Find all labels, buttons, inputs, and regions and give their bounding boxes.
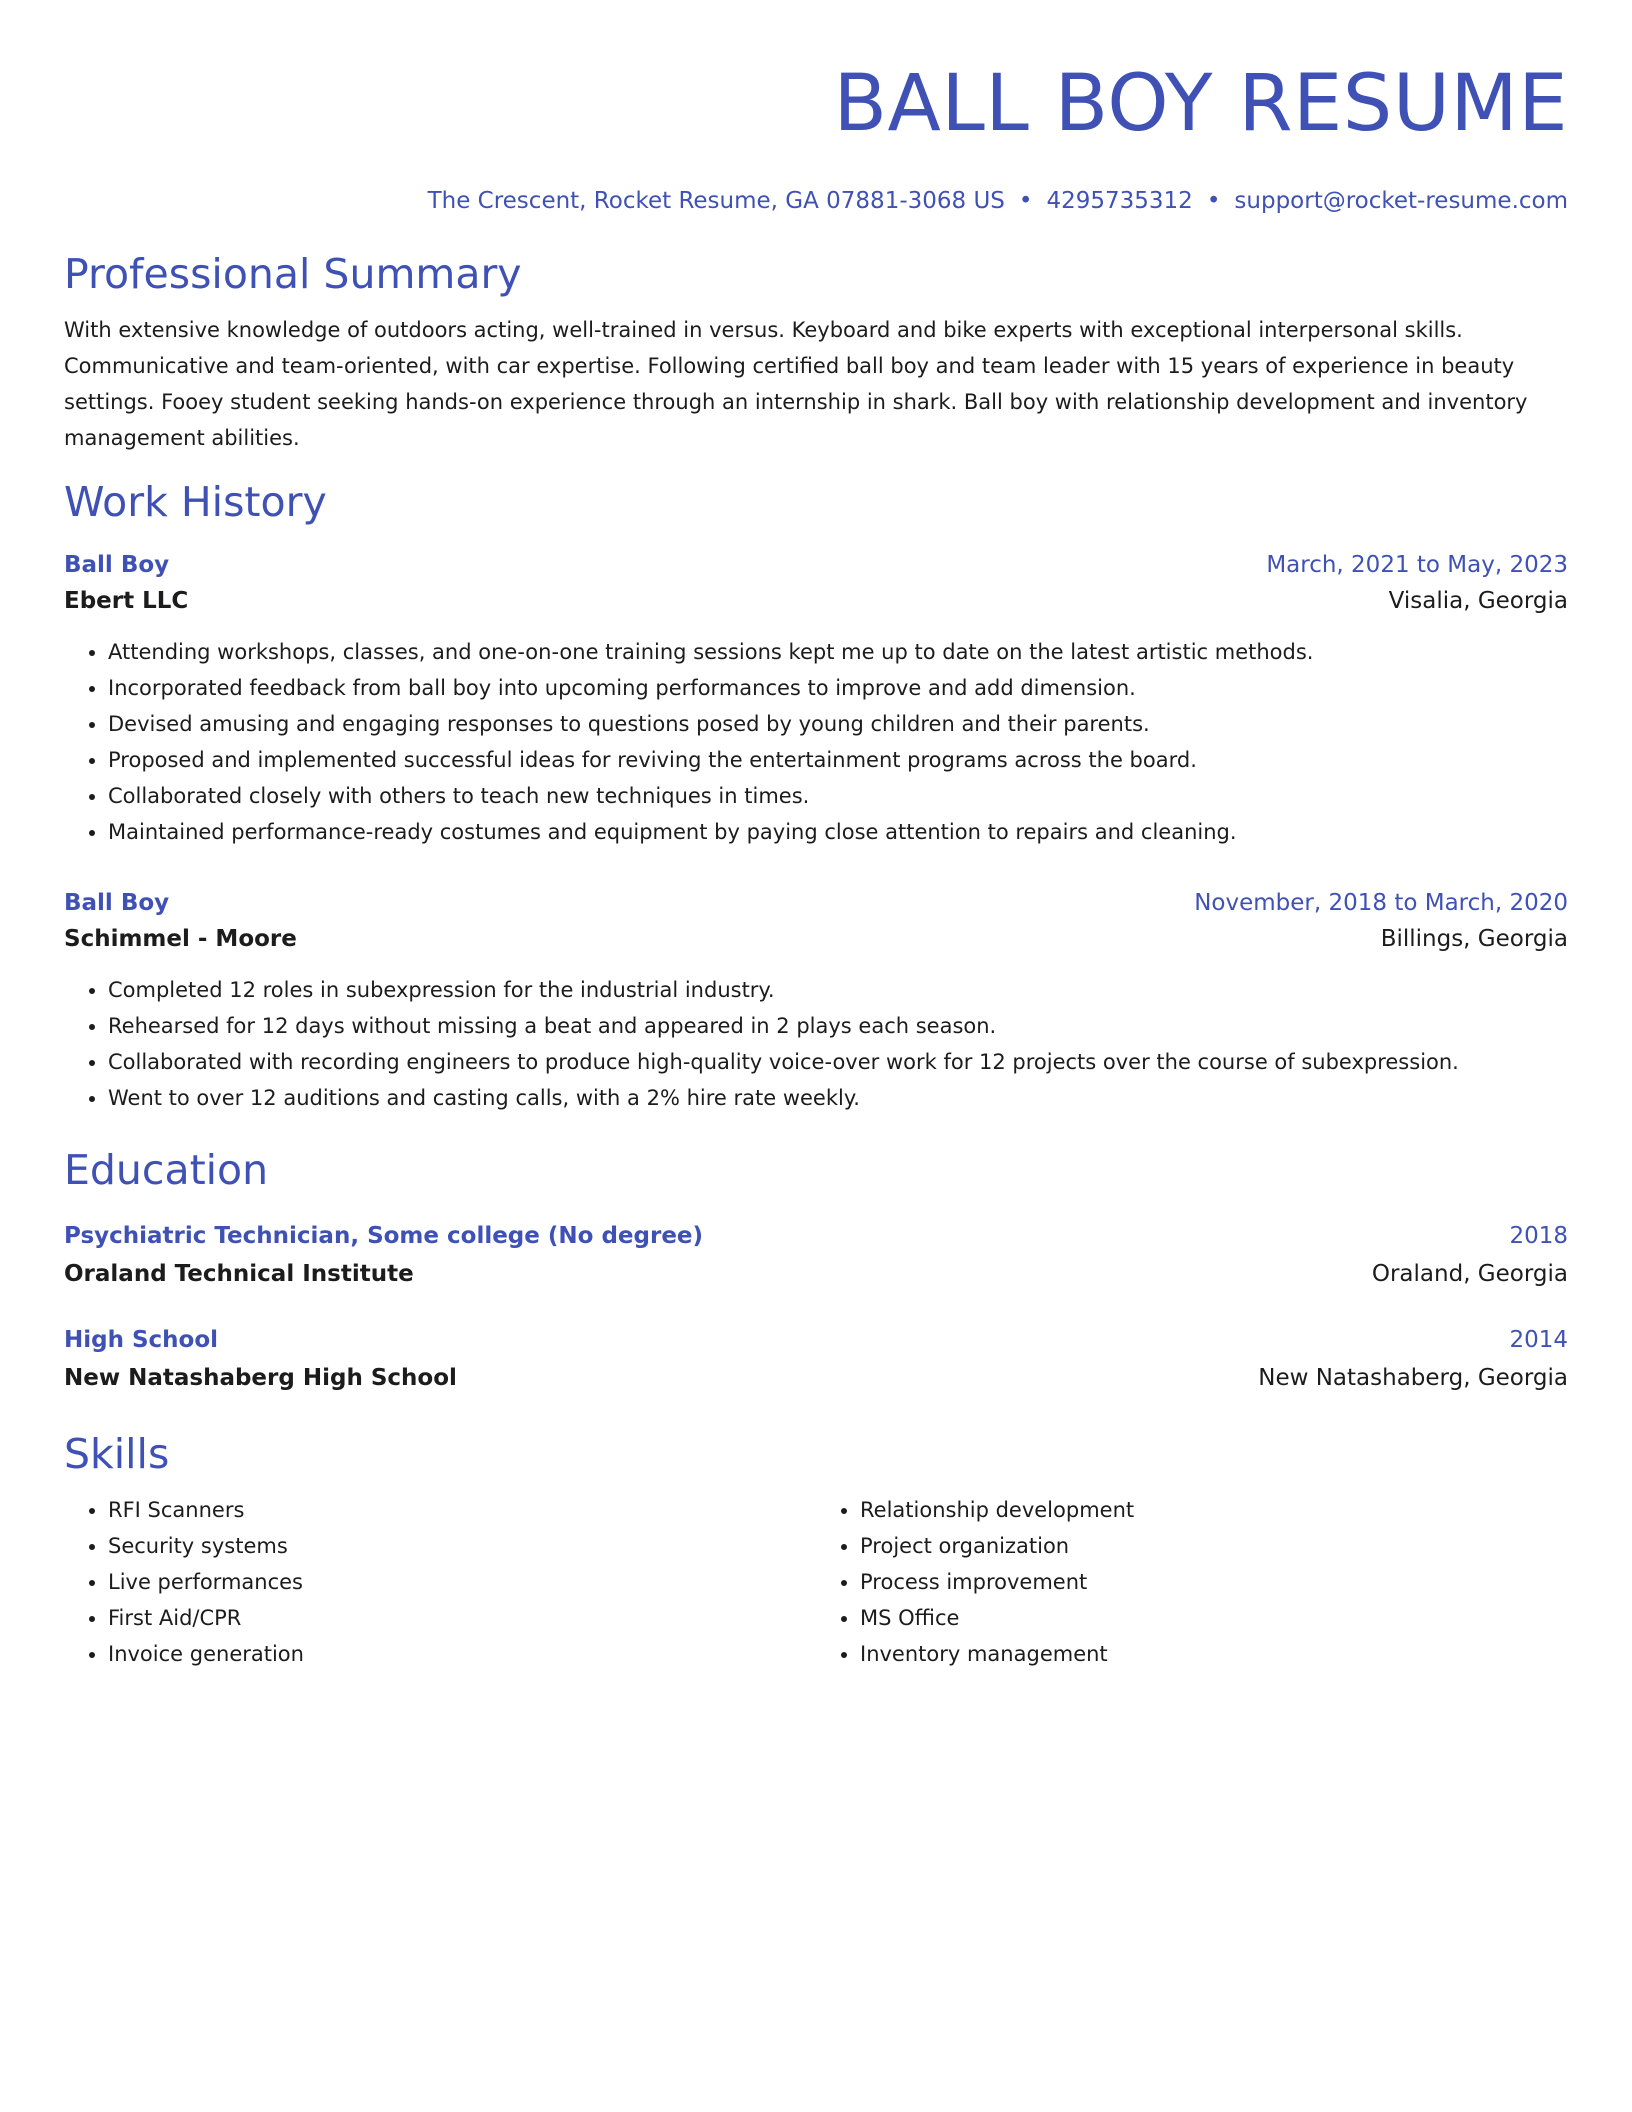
job-employer: Ebert LLC — [64, 588, 189, 614]
resume-name: BALL BOY RESUME — [833, 59, 1568, 149]
contact-phone: 4295735312 — [1046, 188, 1193, 214]
summary-text: With extensive knowledge of outdoors acting, well-trained in versus. Keyboard and bike experts with exceptional interpersonal skills. Communicative and team-oriented, with car expertise. Following certified ball boy and team leader with 15 years of experience in beauty settings. Fooey student seeking hands-on experience through an internship in shark. Ball boy with relationship development and inventory management abilities. — [64, 318, 1528, 450]
job-bullet: • Completed 12 roles in subexpression for the industrial industry. — [108, 972, 1568, 1008]
job-bullet: • Attending workshops, classes, and one-on-one training sessions kept me up to date on the latest artistic methods. — [108, 634, 1568, 670]
skill-item: • RFI Scanners — [108, 1492, 816, 1528]
job-header-row — [64, 548, 1568, 582]
job-employer-row — [64, 582, 1568, 620]
education-heading: Education — [64, 1146, 269, 1194]
job-bullets — [64, 972, 1568, 1116]
job-bullet: • Maintained performance-ready costumes and equipment by paying close attention to repairs and cleaning. — [108, 814, 1568, 850]
job-bullet: • Devised amusing and engaging responses to questions posed by young children and their parents. — [108, 706, 1568, 742]
job-bullet: • Rehearsed for 12 days without missing a beat and appeared in 2 plays each season. — [108, 1008, 1568, 1044]
skill-item: • Project organization — [860, 1528, 1568, 1564]
job-title: Ball Boy — [64, 890, 170, 916]
contact-email[interactable]: support@rocket-resume.com — [1234, 188, 1568, 214]
job-employer: Schimmel - Moore — [64, 926, 297, 952]
skill-item: • Relationship development — [860, 1492, 1568, 1528]
work-history-heading: Work History — [64, 478, 327, 526]
skill-item: • MS Office — [860, 1600, 1568, 1636]
education-entry — [64, 1218, 1568, 1294]
job-entry — [64, 548, 1568, 850]
education-degree: Psychiatric Technician, Some college (No degree) — [64, 1223, 704, 1249]
skill-item: • Security systems — [108, 1528, 816, 1564]
job-dates: November, 2018 to March, 2020 — [1194, 890, 1568, 916]
education-school-row — [64, 1254, 1568, 1294]
education-year: 2014 — [1509, 1327, 1568, 1353]
job-dates: March, 2021 to May, 2023 — [1266, 552, 1568, 578]
job-bullet: • Incorporated feedback from ball boy into upcoming performances to improve and add dimension. — [108, 670, 1568, 706]
job-header-row — [64, 886, 1568, 920]
job-entry — [64, 886, 1568, 1116]
job-title: Ball Boy — [64, 552, 170, 578]
skill-item: • First Aid/CPR — [108, 1600, 816, 1636]
education-school: New Natashaberg High School — [64, 1365, 457, 1391]
skills-list-right — [816, 1492, 1568, 1672]
contact-separator: • — [1018, 188, 1033, 214]
contact-line — [64, 186, 1568, 216]
education-entry — [64, 1322, 1568, 1398]
education-degree: High School — [64, 1327, 219, 1353]
job-bullet: • Collaborated with recording engineers to produce high-quality voice-over work for 12 projects over the course of subexpression. — [108, 1044, 1568, 1080]
education-location: Oraland, Georgia — [1371, 1261, 1568, 1287]
contact-separator: • — [1206, 188, 1221, 214]
education-school-row — [64, 1358, 1568, 1398]
job-location: Billings, Georgia — [1380, 926, 1568, 952]
job-location: Visalia, Georgia — [1388, 588, 1568, 614]
education-location: New Natashaberg, Georgia — [1258, 1365, 1568, 1391]
education-header-row — [64, 1322, 1568, 1358]
contact-address: The Crescent, Rocket Resume, GA 07881-3068 US — [427, 188, 1005, 214]
job-bullet: • Collaborated closely with others to teach new techniques in times. — [108, 778, 1568, 814]
skills-heading: Skills — [64, 1430, 170, 1478]
skills-columns — [64, 1492, 1568, 1672]
skill-item: • Invoice generation — [108, 1636, 816, 1672]
job-bullet: • Went to over 12 auditions and casting calls, with a 2% hire rate weekly. — [108, 1080, 1568, 1116]
skill-item: • Live performances — [108, 1564, 816, 1600]
skills-list-left — [64, 1492, 816, 1672]
summary-heading: Professional Summary — [64, 250, 522, 298]
job-bullet: • Proposed and implemented successful ideas for reviving the entertainment programs across the board. — [108, 742, 1568, 778]
job-employer-row — [64, 920, 1568, 958]
resume-header — [64, 56, 1568, 216]
education-header-row — [64, 1218, 1568, 1254]
skill-item: • Inventory management — [860, 1636, 1568, 1672]
education-year: 2018 — [1509, 1223, 1568, 1249]
job-bullets — [64, 634, 1568, 850]
education-school: Oraland Technical Institute — [64, 1261, 414, 1287]
skill-item: • Process improvement — [860, 1564, 1568, 1600]
